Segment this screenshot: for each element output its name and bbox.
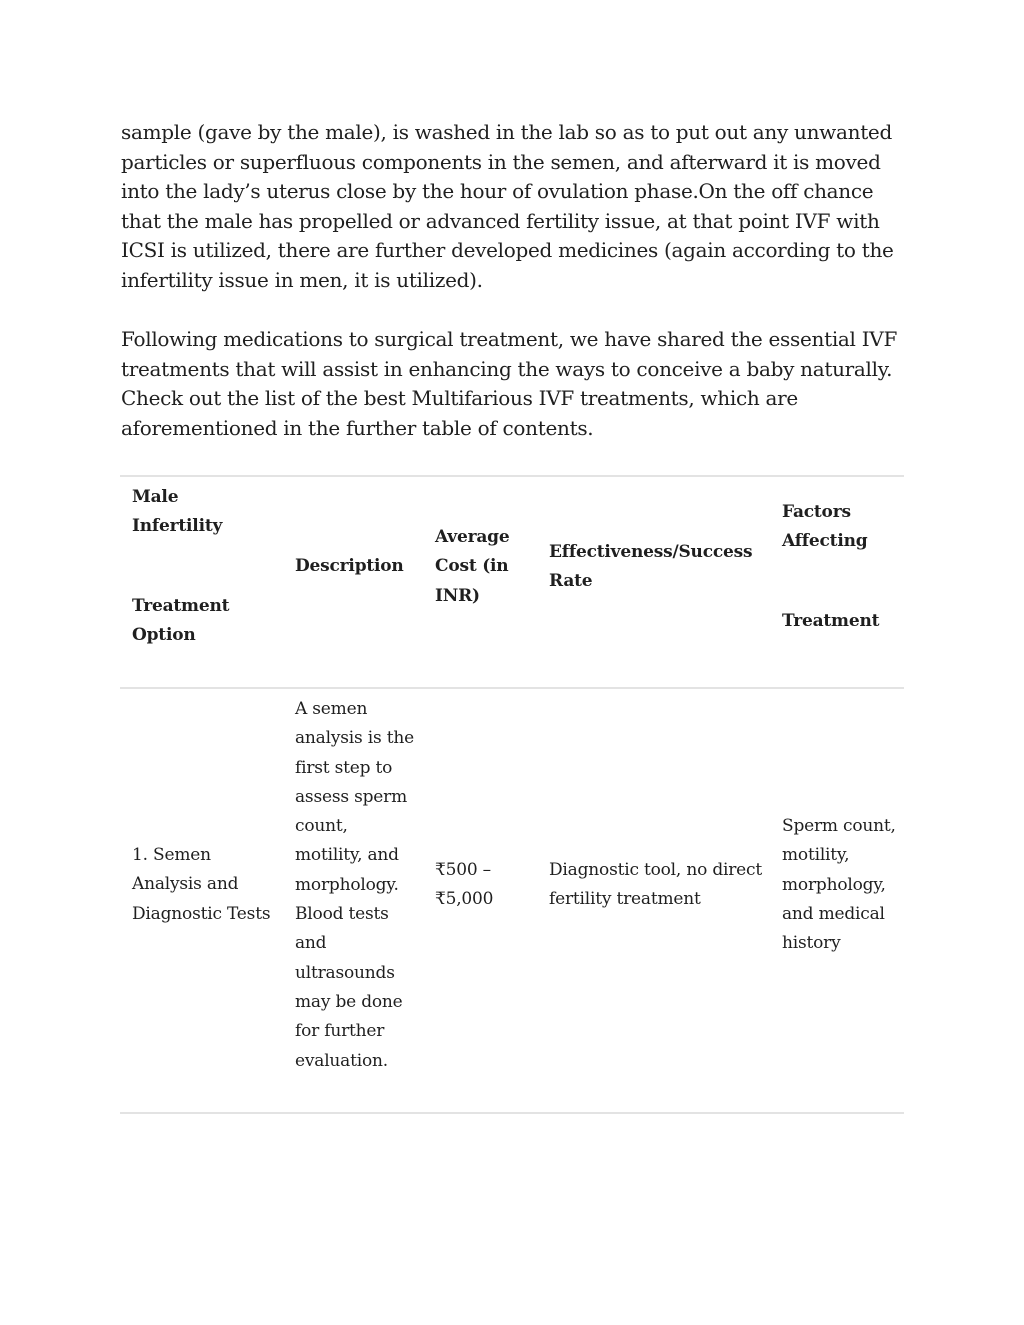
header-description bbox=[295, 552, 404, 581]
cell-text-line: ₹500 – bbox=[435, 860, 491, 880]
header-text-line: Factors bbox=[782, 502, 851, 522]
cell-treatment-option bbox=[132, 841, 270, 929]
cell-text-line: motility, bbox=[782, 845, 850, 866]
cell-text-line: analysis is the bbox=[295, 728, 414, 749]
header-text-line: Treatment bbox=[132, 595, 230, 616]
cell-text-line: history bbox=[782, 933, 841, 954]
text-line: into the lady’s uterus close by the hour of ovulation phase.On the off chance bbox=[121, 179, 874, 203]
header-treatment-option bbox=[132, 483, 229, 650]
header-divider bbox=[120, 687, 904, 689]
paragraph-treatments-intro bbox=[121, 325, 911, 443]
cell-text-line: Blood tests bbox=[295, 904, 389, 925]
header-text-line: Rate bbox=[549, 571, 593, 592]
cell-average-cost bbox=[435, 856, 493, 915]
text-line: particles or superfluous components in the semen, and afterward it is moved bbox=[121, 149, 881, 174]
header-text-line: Option bbox=[132, 624, 196, 645]
cell-text-line: ₹5,000 bbox=[435, 889, 494, 910]
cell-text-line: evaluation. bbox=[295, 1050, 388, 1071]
cell-description bbox=[295, 695, 414, 1076]
cell-text-line: may be done bbox=[295, 991, 403, 1012]
header-effectiveness bbox=[549, 538, 752, 597]
cell-text-line: motility, and bbox=[295, 845, 399, 866]
cell-text-line: and bbox=[295, 933, 327, 954]
header-text-line: INR) bbox=[435, 585, 480, 606]
text-line: treatments that will assist in enhancing the ways to conceive a baby naturally. bbox=[121, 356, 893, 381]
cell-text-line: Analysis and bbox=[132, 874, 239, 895]
cell-text-line: fertility treatment bbox=[549, 889, 701, 910]
header-text-line: Treatment bbox=[782, 610, 880, 631]
cell-text-line: morphology. bbox=[295, 874, 399, 895]
header-text-line: Affecting bbox=[782, 531, 868, 552]
text-line: sample (gave by the male), is washed in the lab so as to put out any unwanted bbox=[121, 120, 892, 144]
cell-text-line: ultrasounds bbox=[295, 962, 395, 983]
header-text-line: Cost (in bbox=[435, 556, 509, 577]
cell-text-line: morphology, bbox=[782, 874, 886, 895]
header-spacer bbox=[132, 542, 229, 592]
header-spacer bbox=[782, 557, 879, 607]
cell-factors bbox=[782, 812, 896, 958]
header-text-line: Description bbox=[295, 556, 404, 576]
cell-text-line: count, bbox=[295, 816, 348, 837]
cell-text-line: for further bbox=[295, 1021, 385, 1042]
cell-text-line: assess sperm bbox=[295, 786, 408, 807]
text-line: aforementioned in the further table of contents. bbox=[121, 415, 594, 440]
text-line: infertility issue in men, it is utilized). bbox=[121, 267, 483, 292]
cell-text-line: Sperm count, bbox=[782, 816, 896, 836]
header-text-line: Infertility bbox=[132, 516, 223, 537]
paragraph-ivf-icsi bbox=[121, 118, 911, 295]
text-line: Following medications to surgical treatment, we have shared the essential IVF bbox=[121, 327, 898, 351]
cell-text-line: 1. Semen bbox=[132, 845, 211, 865]
table-top-divider bbox=[120, 475, 904, 477]
header-text-line: Average bbox=[435, 527, 510, 547]
header-text-line: Male bbox=[132, 487, 179, 507]
cell-text-line: and medical bbox=[782, 903, 885, 924]
cell-text-line: Diagnostic tool, no direct bbox=[549, 860, 762, 880]
cell-text-line: Diagnostic Tests bbox=[132, 903, 271, 924]
header-text-line: Effectiveness/Success bbox=[549, 542, 753, 562]
header-average-cost bbox=[435, 523, 509, 611]
text-line: that the male has propelled or advanced fertility issue, at that point IVF with bbox=[121, 208, 880, 233]
cell-effectiveness bbox=[549, 856, 762, 915]
text-line: ICSI is utilized, there are further developed medicines (again according to the bbox=[121, 238, 894, 262]
cell-text-line: first step to bbox=[295, 757, 393, 778]
header-factors bbox=[782, 498, 879, 636]
text-line: Check out the list of the best Multifarious IVF treatments, which are bbox=[121, 386, 798, 410]
table-bottom-divider bbox=[120, 1112, 904, 1114]
cell-text-line: A semen bbox=[295, 699, 368, 719]
